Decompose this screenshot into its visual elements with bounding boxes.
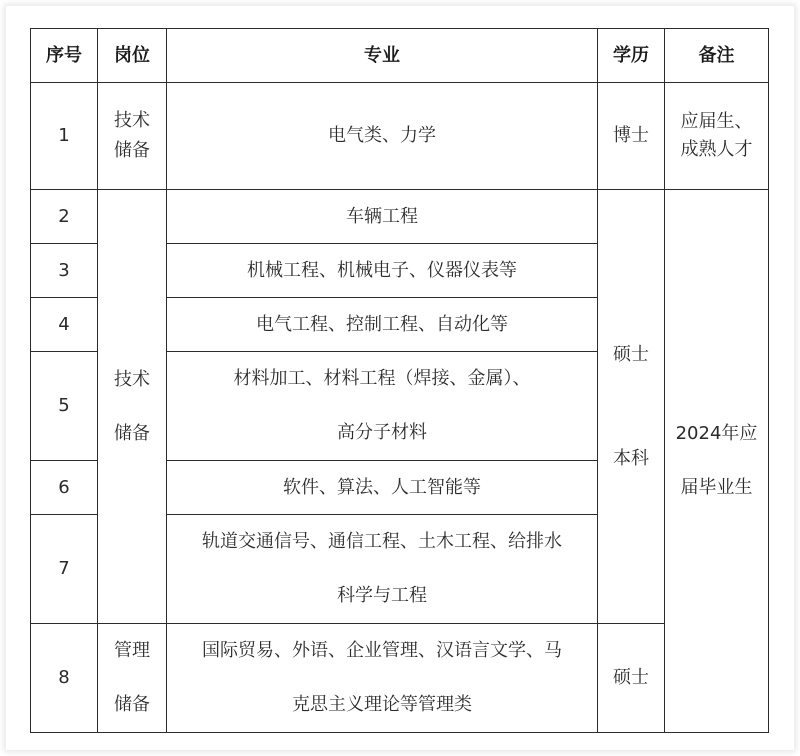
cell-remarks: [665, 83, 769, 190]
table-row: [31, 624, 769, 733]
remarks-line: 2024年应: [675, 423, 758, 444]
header-post: 岗位: [98, 29, 167, 83]
education-line: 硕士: [613, 343, 649, 365]
table-row: [31, 83, 769, 190]
major-line: 国际贸易、外语、企业管理、汉语言文学、马: [202, 640, 562, 661]
post-line: 储备: [114, 422, 150, 444]
cell-major: 车辆工程: [167, 190, 598, 244]
cell-index: 5: [31, 352, 98, 461]
post-line: 管理: [114, 640, 150, 661]
cell-major: 软件、算法、人工智能等: [167, 461, 598, 515]
cell-post: [98, 83, 167, 190]
cell-major: [167, 352, 598, 461]
header-index: 序号: [31, 29, 98, 83]
table-row: [31, 190, 769, 244]
cell-index: 1: [31, 83, 98, 190]
remarks-line: 应届生、: [680, 111, 753, 132]
remarks-line: 成熟人才: [680, 139, 753, 160]
recruitment-table: [30, 28, 769, 733]
cell-index: 3: [31, 244, 98, 298]
cell-education: 博士: [598, 83, 665, 190]
major-line: 轨道交通信号、通信工程、土木工程、给排水: [202, 531, 562, 552]
cell-education: 硕士: [598, 624, 665, 733]
major-line: 高分子材料: [337, 422, 427, 443]
cell-major: 机械工程、机械电子、仪器仪表等: [167, 244, 598, 298]
header-education: 学历: [598, 29, 665, 83]
post-line: 储备: [114, 694, 150, 715]
cell-education-merged: [598, 190, 665, 624]
header-remarks: 备注: [665, 29, 769, 83]
post-line: 技术: [114, 368, 150, 390]
cell-remarks-merged: [665, 190, 769, 733]
major-line: 克思主义理论等管理类: [292, 694, 472, 715]
cell-post: [98, 624, 167, 733]
cell-index: 6: [31, 461, 98, 515]
education-line: 本科: [613, 447, 649, 469]
header-major: 专业: [167, 29, 598, 83]
post-line: 技术: [114, 110, 150, 131]
major-line: 科学与工程: [337, 585, 427, 606]
cell-major: 电气工程、控制工程、自动化等: [167, 298, 598, 352]
remarks-line: 届毕业生: [680, 477, 753, 498]
cell-major: [167, 624, 598, 733]
cell-index: 4: [31, 298, 98, 352]
cell-index: 2: [31, 190, 98, 244]
header-row: [31, 29, 769, 83]
post-line: 储备: [114, 140, 150, 161]
cell-index: 8: [31, 624, 98, 733]
cell-major: 电气类、力学: [167, 83, 598, 190]
cell-index: 7: [31, 515, 98, 624]
cell-post-merged: [98, 190, 167, 624]
major-line: 材料加工、材料工程（焊接、金属）、: [233, 368, 531, 389]
cell-major: [167, 515, 598, 624]
